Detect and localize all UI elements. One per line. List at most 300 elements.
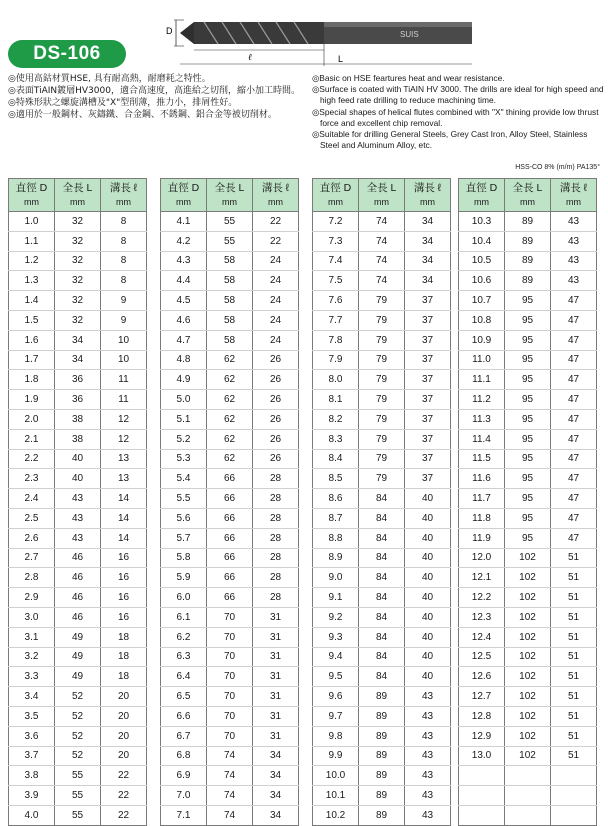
overall-length-cell [505,786,551,806]
table-row [161,271,299,291]
overall-length-cell: 55 [55,766,101,786]
overall-length-cell: 95 [505,291,551,311]
diameter-cell: 5.0 [161,390,207,410]
flute-length-cell: 22 [101,805,147,825]
overall-length-cell: 49 [55,647,101,667]
diameter-cell: 3.0 [9,607,55,627]
table-row [161,330,299,350]
table-row [313,627,451,647]
column-header-label: 溝長 ℓ [261,182,290,194]
diameter-cell: 4.1 [161,212,207,232]
flute-length-cell: 16 [101,607,147,627]
overall-length-cell: 79 [359,469,405,489]
overall-length-cell: 79 [359,429,405,449]
table-row [9,706,147,726]
flute-length-cell: 34 [405,251,451,271]
overall-length-cell [505,766,551,786]
diameter-cell: 4.2 [161,231,207,251]
diameter-cell: 8.3 [313,429,359,449]
overall-length-cell: 58 [207,271,253,291]
flute-length-cell: 37 [405,310,451,330]
overall-length-cell: 36 [55,390,101,410]
flute-length-cell: 24 [253,310,299,330]
flute-length-cell: 12 [101,429,147,449]
flute-length-cell: 14 [101,489,147,509]
flute-length-cell: 34 [405,212,451,232]
overall-length-cell: 79 [359,350,405,370]
table-row [459,429,597,449]
diameter-cell: 3.6 [9,726,55,746]
flute-length-cell: 26 [253,409,299,429]
table-row [313,805,451,825]
diameter-cell: 5.3 [161,449,207,469]
flute-length-cell: 8 [101,251,147,271]
column-header-label: 溝長 ℓ [413,182,442,194]
diameter-cell: 3.1 [9,627,55,647]
diameter-cell: 7.4 [313,251,359,271]
column-header [207,179,253,212]
diameter-cell: 2.5 [9,508,55,528]
flute-length-cell: 22 [253,231,299,251]
table-row [459,786,597,806]
column-header [161,179,207,212]
table-row [313,271,451,291]
overall-length-cell: 79 [359,409,405,429]
table-row [459,726,597,746]
overall-length-cell: 102 [505,588,551,608]
column-header [9,179,55,212]
overall-length-cell [505,805,551,825]
diameter-cell: 7.8 [313,330,359,350]
feature-zh-2: ◎表面TiAIN鍍層HV3000，適合高速度，高進給之切削，縮小加工時間。 [8,86,300,96]
diameter-cell: 10.6 [459,271,505,291]
overall-length-cell: 74 [207,805,253,825]
flute-length-cell: 43 [551,231,597,251]
table-row [313,330,451,350]
table-row [161,627,299,647]
flute-length-cell: 43 [405,746,451,766]
flute-length-cell: 14 [101,508,147,528]
diameter-cell: 7.7 [313,310,359,330]
flute-length-cell: 40 [405,548,451,568]
overall-length-cell: 66 [207,528,253,548]
table-row [161,469,299,489]
flute-length-cell: 9 [101,310,147,330]
table-row [459,449,597,469]
flute-length-cell: 14 [101,528,147,548]
column-header [359,179,405,212]
flute-length-cell: 37 [405,390,451,410]
table-row [9,607,147,627]
table-row [459,370,597,390]
table-row [161,370,299,390]
table-row [9,291,147,311]
table-row [161,607,299,627]
flute-length-cell: 40 [405,667,451,687]
overall-length-cell: 102 [505,568,551,588]
flute-length-cell: 43 [551,251,597,271]
flute-length-cell: 47 [551,370,597,390]
overall-length-cell: 84 [359,568,405,588]
table-row [459,805,597,825]
overall-length-cell: 102 [505,607,551,627]
table-row [313,548,451,568]
flute-length-cell: 51 [551,746,597,766]
diameter-cell: 5.9 [161,568,207,588]
overall-length-cell: 52 [55,746,101,766]
flute-length-cell: 28 [253,548,299,568]
diameter-cell: 7.1 [161,805,207,825]
overall-length-cell: 84 [359,489,405,509]
table-row [313,390,451,410]
diameter-cell: 9.0 [313,568,359,588]
overall-length-cell: 102 [505,627,551,647]
diameter-cell: 3.7 [9,746,55,766]
diameter-cell: 8.9 [313,548,359,568]
diameter-cell: 3.8 [9,766,55,786]
features-english [312,73,606,151]
overall-length-cell: 84 [359,667,405,687]
diameter-cell: 12.1 [459,568,505,588]
flute-length-cell: 40 [405,607,451,627]
diameter-cell: 6.7 [161,726,207,746]
diameter-cell: 12.8 [459,706,505,726]
column-header-unit: mm [566,197,581,207]
column-header-label: 全長 L [62,182,93,194]
table-row [459,687,597,707]
feature-en-1: ◎Basic on HSE feartures heat and wear resistance. [312,73,505,83]
flute-length-cell: 28 [253,469,299,489]
diameter-cell: 4.6 [161,310,207,330]
table-row [459,706,597,726]
overall-length-cell: 55 [207,212,253,232]
diameter-cell: 6.3 [161,647,207,667]
column-header-unit: mm [116,197,131,207]
column-header-label: 全長 L [366,182,397,194]
table-row [161,805,299,825]
diameter-cell: 11.8 [459,508,505,528]
overall-length-cell: 34 [55,330,101,350]
flute-length-cell: 47 [551,291,597,311]
flute-length-cell: 43 [405,687,451,707]
features-chinese [8,73,308,121]
diameter-cell: 12.3 [459,607,505,627]
table-row [459,588,597,608]
flute-length-cell: 34 [405,231,451,251]
diameter-cell: 1.0 [9,212,55,232]
diameter-cell: 6.4 [161,667,207,687]
diameter-cell: 10.3 [459,212,505,232]
overall-length-cell: 36 [55,370,101,390]
flute-length-cell: 37 [405,429,451,449]
diameter-cell: 2.4 [9,489,55,509]
overall-length-cell: 95 [505,429,551,449]
flute-length-cell: 20 [101,726,147,746]
table-row [9,271,147,291]
overall-length-cell: 58 [207,291,253,311]
flute-length-cell: 34 [253,786,299,806]
overall-length-cell: 89 [359,687,405,707]
flute-length-cell: 31 [253,726,299,746]
overall-length-cell: 46 [55,588,101,608]
flute-length-cell: 20 [101,687,147,707]
flute-length-cell: 43 [551,212,597,232]
table-row [9,726,147,746]
overall-length-cell: 102 [505,647,551,667]
overall-length-cell: 70 [207,627,253,647]
flute-length-cell: 34 [405,271,451,291]
flute-length-cell: 16 [101,588,147,608]
flute-length-cell: 31 [253,706,299,726]
table-row [161,667,299,687]
flute-length-cell: 11 [101,370,147,390]
feature-zh-1: ◎使用高鈷材質HSE, 具有耐高熱，耐磨耗之特性。 [8,74,211,84]
table-row [161,746,299,766]
column-header-label: 直徑 D [167,182,200,194]
overall-length-cell: 58 [207,330,253,350]
overall-length-cell: 66 [207,568,253,588]
flute-length-cell: 51 [551,667,597,687]
diameter-cell: 9.3 [313,627,359,647]
diameter-cell: 9.8 [313,726,359,746]
flute-length-cell: 34 [253,805,299,825]
overall-length-cell: 89 [359,805,405,825]
table-row [313,706,451,726]
diameter-cell: 4.8 [161,350,207,370]
diameter-cell: 8.2 [313,409,359,429]
overall-length-cell: 84 [359,627,405,647]
diameter-cell: 13.0 [459,746,505,766]
table-row [9,667,147,687]
column-header-unit: mm [268,197,283,207]
table-row [313,370,451,390]
flute-length-cell: 37 [405,409,451,429]
table-row [313,489,451,509]
table-row [161,508,299,528]
flute-length-cell: 20 [101,706,147,726]
overall-length-cell: 70 [207,647,253,667]
diameter-cell: 1.9 [9,390,55,410]
diameter-cell: 11.3 [459,409,505,429]
table-row [459,746,597,766]
diameter-cell: 7.5 [313,271,359,291]
flute-length-cell: 26 [253,370,299,390]
feature-en-3: ◎Special shapes of helical flutes combined with "X" thining provide low thrust force and excellent chip removal. [312,106,599,128]
table-row [161,706,299,726]
diameter-cell: 9.6 [313,687,359,707]
feature-en-4: ◎Suitable for drilling General Steels, Grey Cast Iron, Alloy Steel, Stainless Steel and Aluminum Alloy, etc. [312,129,588,151]
flute-length-cell: 37 [405,469,451,489]
overall-length-cell: 66 [207,508,253,528]
flute-length-cell: 47 [551,449,597,469]
diameter-cell: 12.4 [459,627,505,647]
diameter-cell: 1.5 [9,310,55,330]
overall-length-cell: 34 [55,350,101,370]
table-row [313,251,451,271]
column-header-label: 直徑 D [319,182,352,194]
overall-length-cell: 32 [55,231,101,251]
overall-length-cell: 55 [55,805,101,825]
diameter-cell: 4.9 [161,370,207,390]
table-row [9,449,147,469]
diameter-cell: 12.7 [459,687,505,707]
flute-length-cell: 37 [405,350,451,370]
overall-length-cell: 102 [505,726,551,746]
overall-length-cell: 79 [359,330,405,350]
flute-length-cell: 47 [551,489,597,509]
flute-length-cell: 47 [551,409,597,429]
size-table-4 [458,178,597,826]
flute-length-cell: 37 [405,449,451,469]
diameter-cell: 4.4 [161,271,207,291]
table-row [9,687,147,707]
diameter-cell: 2.8 [9,568,55,588]
table-row [313,291,451,311]
table-row [459,469,597,489]
table-row [9,212,147,232]
overall-length-cell: 70 [207,687,253,707]
header [0,0,608,171]
flute-length-cell: 40 [405,588,451,608]
flute-length-cell [551,786,597,806]
column-header-unit: mm [328,197,343,207]
flute-length-cell: 43 [405,726,451,746]
overall-length-cell: 89 [359,786,405,806]
flute-length-cell: 28 [253,508,299,528]
overall-length-cell: 52 [55,726,101,746]
overall-length-cell: 62 [207,350,253,370]
dimension-tables [8,178,600,821]
diameter-cell: 7.2 [313,212,359,232]
flute-length-cell: 31 [253,627,299,647]
overall-length-cell: 46 [55,548,101,568]
flute-length-cell: 26 [253,350,299,370]
diameter-cell: 5.1 [161,409,207,429]
table-row [459,271,597,291]
overall-length-cell: 84 [359,607,405,627]
table-row [459,548,597,568]
diameter-cell: 8.6 [313,489,359,509]
flute-length-cell: 40 [405,568,451,588]
table-row [313,687,451,707]
overall-length-cell: 52 [55,706,101,726]
flute-length-cell: 18 [101,667,147,687]
diameter-cell: 2.2 [9,449,55,469]
overall-length-cell: 95 [505,390,551,410]
size-table-3 [312,178,451,826]
feature-en-2: ◎Surface is coated with TiAIN HV 3000. The drills are ideal for high speed and high feed rate drilling to reduce machining time. [312,84,604,106]
diameter-cell: 5.5 [161,489,207,509]
overall-length-cell: 95 [505,350,551,370]
flute-length-cell: 24 [253,291,299,311]
diameter-cell: 2.7 [9,548,55,568]
flute-length-cell: 51 [551,687,597,707]
overall-length-cell: 102 [505,746,551,766]
flute-length-cell: 37 [405,291,451,311]
table-row [161,528,299,548]
overall-length-cell: 62 [207,429,253,449]
table-row [9,469,147,489]
flute-length-cell: 26 [253,449,299,469]
table-row [9,429,147,449]
flute-length-cell: 20 [101,746,147,766]
diameter-cell: 8.0 [313,370,359,390]
overall-length-cell: 102 [505,706,551,726]
overall-length-cell: 49 [55,627,101,647]
diameter-cell: 11.4 [459,429,505,449]
table-row [9,508,147,528]
feature-zh-3: ◎特殊形狀之螺旋溝槽及"X"型削薄，推力小，排屑性好。 [8,98,238,108]
flute-length-label: ℓ [248,52,252,62]
table-row [9,310,147,330]
table-row [161,251,299,271]
overall-length-cell: 89 [359,706,405,726]
overall-length-cell: 95 [505,469,551,489]
table-row [313,409,451,429]
column-header [459,179,505,212]
flute-length-cell: 40 [405,627,451,647]
flute-length-cell: 51 [551,627,597,647]
flute-length-cell [551,805,597,825]
flute-length-cell: 47 [551,528,597,548]
overall-length-cell: 84 [359,528,405,548]
flute-length-cell: 8 [101,231,147,251]
diameter-cell: 11.6 [459,469,505,489]
diameter-label: D [166,26,173,36]
overall-length-cell: 62 [207,449,253,469]
flute-length-cell: 37 [405,330,451,350]
flute-length-cell: 47 [551,469,597,489]
diameter-cell: 1.6 [9,330,55,350]
diameter-cell: 3.3 [9,667,55,687]
feature-zh-4: ◎適用於一般鋼材、灰鑄鐵、合金鋼、不銹鋼、鋁合金等被切削材。 [8,110,277,120]
table-row [459,330,597,350]
overall-length-cell: 89 [359,746,405,766]
overall-length-cell: 74 [359,271,405,291]
flute-length-cell: 40 [405,528,451,548]
diameter-cell: 5.7 [161,528,207,548]
table-row [9,746,147,766]
flute-length-cell: 40 [405,647,451,667]
table-row [161,390,299,410]
table-row [9,489,147,509]
table-row [313,310,451,330]
flute-length-cell: 43 [551,271,597,291]
table-row [313,528,451,548]
overall-length-cell: 43 [55,528,101,548]
flute-length-cell: 43 [405,706,451,726]
flute-length-cell: 13 [101,449,147,469]
overall-length-cell: 62 [207,409,253,429]
diameter-cell: 7.3 [313,231,359,251]
flute-length-cell: 18 [101,647,147,667]
overall-length-cell: 66 [207,469,253,489]
overall-length-cell: 74 [359,251,405,271]
table-row [459,607,597,627]
overall-length-cell: 66 [207,548,253,568]
diameter-cell: 9.1 [313,588,359,608]
table-row [161,687,299,707]
flute-length-cell: 40 [405,508,451,528]
table-row [313,469,451,489]
diameter-cell: 8.5 [313,469,359,489]
flute-length-cell: 43 [405,766,451,786]
diameter-cell: 12.6 [459,667,505,687]
column-header-unit: mm [70,197,85,207]
overall-length-cell: 32 [55,310,101,330]
diameter-cell [459,786,505,806]
overall-length-cell: 62 [207,390,253,410]
